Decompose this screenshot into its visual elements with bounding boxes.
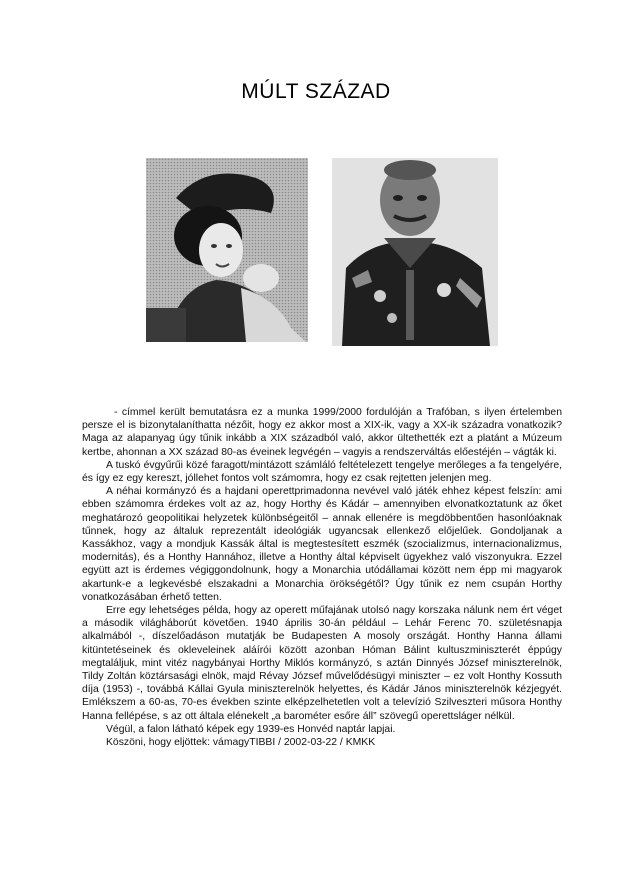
portrait-photo-officer [332, 158, 498, 346]
paragraph: A néhai kormányzó és a hajdani operettprimadonna nevével való játék ehhez képest felszín: ami ebben számomra érdekes volt az az, hogy Horthy és Kádár – amennyiben elvonatkoztatunk az őket meghatározó geopolitikai helyzetek különbségeitől – annak ellenére is megdöbbentően hasonlóaknak tűnnek, hogy az általuk reprezentált ideológiák ugyancsak ellenkező előjelűek. Gondoljanak a Kassákhoz, vagy a mondjuk Kassák által is megtestesített eszmék (szocializmus, internacionalizmus, modernitás), és a Honthy Hannához, illetve a Honthy által képviselt ügyekhez való viszonyukra. Ezzel együtt azt is érdemes végiggondolnunk, hogy a Monarchia utódállamai között nem épp mi magyarok akartunk-e a legkevésbé elszakadni a Monarchia örökségétől? Úgy tűnik ez nem csupán Horthy vonatkozásában érhető tetten. [82, 486, 562, 603]
portrait-photo-actress [146, 158, 308, 342]
paragraph: Erre egy lehetséges példa, hogy az operett műfajának utolsó nagy korszaka nálunk nem ért véget a második világháborút követően. 1940 április 30-án például – Lehár Ferenc 70. születésnapja alkalmából -, díszelőadáson mutatják be Budapesten A mosoly országát. Honthy Hanna állami kitüntetéseinek és okleveleinek aláírói között azonban Hóman Bálint kultuszminiszterét éppúgy megtaláljuk, mint vitéz nagybányai Horthy Miklós kormányzó, s aztán Dinnyés József miniszterelnök, Tildy Zoltán köztársasági elnök, majd Révay József művelődésügyi miniszter – ez volt Honthy Kossuth díja (1953) -, továbbá Kállai Gyula miniszterelnök helyettes, és Kádár János miniszterelnök kézjegyét. Emlékszem a 60-as, 70-es években szinte elképzelhetetlen volt a televízió Szilveszteri műsora Honthy Hanna fellépése, s az ott általa elénekelt „a barométer esőre áll” szövegű operettsláger nélkül. [82, 605, 562, 722]
paragraph: Végül, a falon látható képek egy 1939-es Honvéd naptár lapjai. [106, 723, 396, 735]
paragraph: - címmel került bemutatásra ez a munka 1999/2000 fordulóján a Trafóban, s ilyen értelemben persze el is bizonytalaníthatta nézőit, hogy ez akkor most a XIX-ik, vagy a XX-ik századra vonatkozik? Maga az alapanyag úgy tűnik inkább a XIX századból való, akkor ültethették ezt a platánt a Múzeum kertbe, ahonnan a XX század 80-as éveinek legvégén – vagyis a rendszerváltás előestéjén – vágták ki. [82, 407, 562, 458]
credit-line: Köszöni, hogy eljöttek: vámagyTIBBI / 2002-03-22 / KMKK [106, 737, 376, 749]
paragraph: A tuskó évgyűrűi közé faragott/mintázott számláló feltételezett tengelye merőleges a fa tengelyére, és így ez egy kereszt, jóllehet fontos volt számomra, hogy ez csak rejtetten jelenjen meg. [82, 459, 562, 485]
article-body [82, 406, 562, 749]
page-title: MÚLT SZÁZAD [241, 80, 391, 103]
